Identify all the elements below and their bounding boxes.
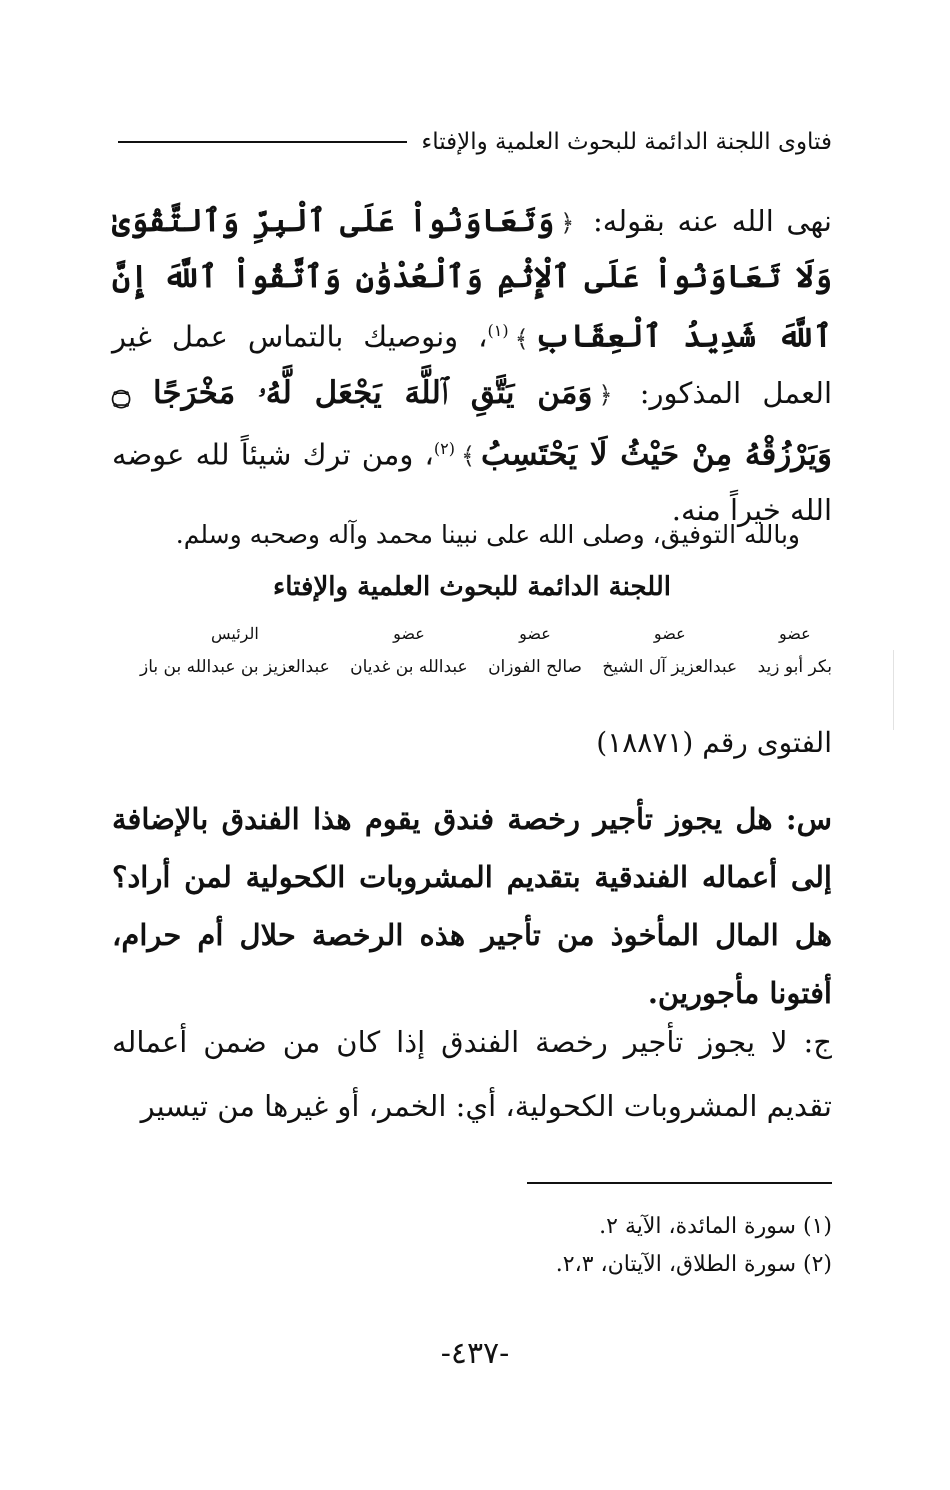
question-paragraph: س: هل يجوز تأجير رخصة فندق يقوم هذا الفندق بالإضافة إلى أعماله الفندقية بتقديم المشروبات الكحولية لمن أراد؟ هل المال المأخوذ من تأجير هذه الرخصة حلال أم حرام، أفتونا مأجورين. — [112, 802, 832, 1010]
header-rule — [118, 141, 407, 143]
footnote-separator — [527, 1182, 832, 1184]
quran-ornament-open: ﴿ — [560, 209, 575, 237]
answer-paragraph: ج: لا يجوز تأجير رخصة الفندق إذا كان من ضمن أعماله تقديم المشروبات الكحولية، أي: الخمر، أو غيرها من تيسير — [112, 1025, 832, 1123]
committee-name: اللجنة الدائمة للبحوث العلمية والإفتاء — [273, 572, 671, 602]
signer-role: الرئيس — [210, 624, 259, 643]
fatwa-number: الفتوى رقم (١٨٨٧١) — [596, 726, 832, 759]
signer-name: عبدالعزيز بن عبدالله بن باز — [140, 657, 330, 677]
signers-table — [140, 624, 832, 714]
signer-role: عضو — [519, 624, 551, 643]
signer-name: عبدالعزيز آل الشيخ — [602, 657, 738, 677]
footnotes — [556, 1208, 832, 1284]
intro-tail: ، ومن ترك شيئاً لله عوضه الله خيراً منه. — [112, 437, 832, 528]
quran-verse-2: وَمَن يَتَّقِ ٱللَّهَ يَجْعَل لَّهُۥ مَخْرَجًا ۝ وَيَرْزُقْهُ مِنْ حَيْثُ لَا يَحْتَسِبُ — [112, 374, 832, 473]
scan-margin-line — [893, 650, 894, 730]
quran-ornament-close: ﴾ — [514, 324, 529, 353]
quran-verse-1: وَتَعَاوَنُواْ عَلَى ٱلْبِرِّ وَٱلتَّقْوَىٰ وَلَا تَعَاوَنُواْ عَلَى ٱلْإِثْمِ وَٱلْعُدْوَٰنِ وَٱتَّقُواْ ٱللَّهَ إِنَّ ٱللَّهَ شَدِيدُ ٱلْعِقَابِ — [112, 203, 832, 355]
intro-lead: نهى الله عنه بقوله: — [592, 204, 832, 238]
signer-name: عبدالله بن غديان — [350, 657, 468, 677]
footnote-1: (١) سورة المائدة، الآية ٢. — [599, 1214, 832, 1239]
signer — [140, 624, 330, 714]
signer-name: صالح الفوزان — [488, 657, 582, 677]
running-header — [118, 122, 832, 162]
quran-ornament-close-2: ﴾ — [460, 442, 475, 471]
quran-ornament-open-2: ﴿ — [598, 380, 613, 409]
footnote-ref-2: (٢) — [433, 438, 455, 458]
footnote-ref-1: (١) — [487, 321, 509, 340]
running-header-title: فتاوى اللجنة الدائمة للبحوث العلمية والإفتاء — [421, 129, 832, 155]
signer — [488, 624, 582, 714]
signer-role: عضو — [778, 624, 811, 643]
footnote-2: (٢) سورة الطلاق، الآيتان، ٢،٣. — [555, 1252, 832, 1277]
signer-name: بكر أبو زيد — [757, 657, 832, 677]
signer-role: عضو — [393, 624, 425, 643]
closing-prayer: وبالله التوفيق، وصلى الله على نبينا محمد وآله وصحبه وسلم. — [175, 520, 800, 549]
signer — [350, 624, 468, 714]
signer — [602, 624, 737, 714]
intro-paragraph — [112, 194, 832, 537]
signer — [758, 624, 832, 714]
intro-connector: ، ونوصيك بالتماس عمل غير العمل المذكور: — [112, 319, 833, 410]
page-number: -٤٣٧- — [440, 1336, 510, 1371]
signer-role: عضو — [653, 624, 686, 643]
